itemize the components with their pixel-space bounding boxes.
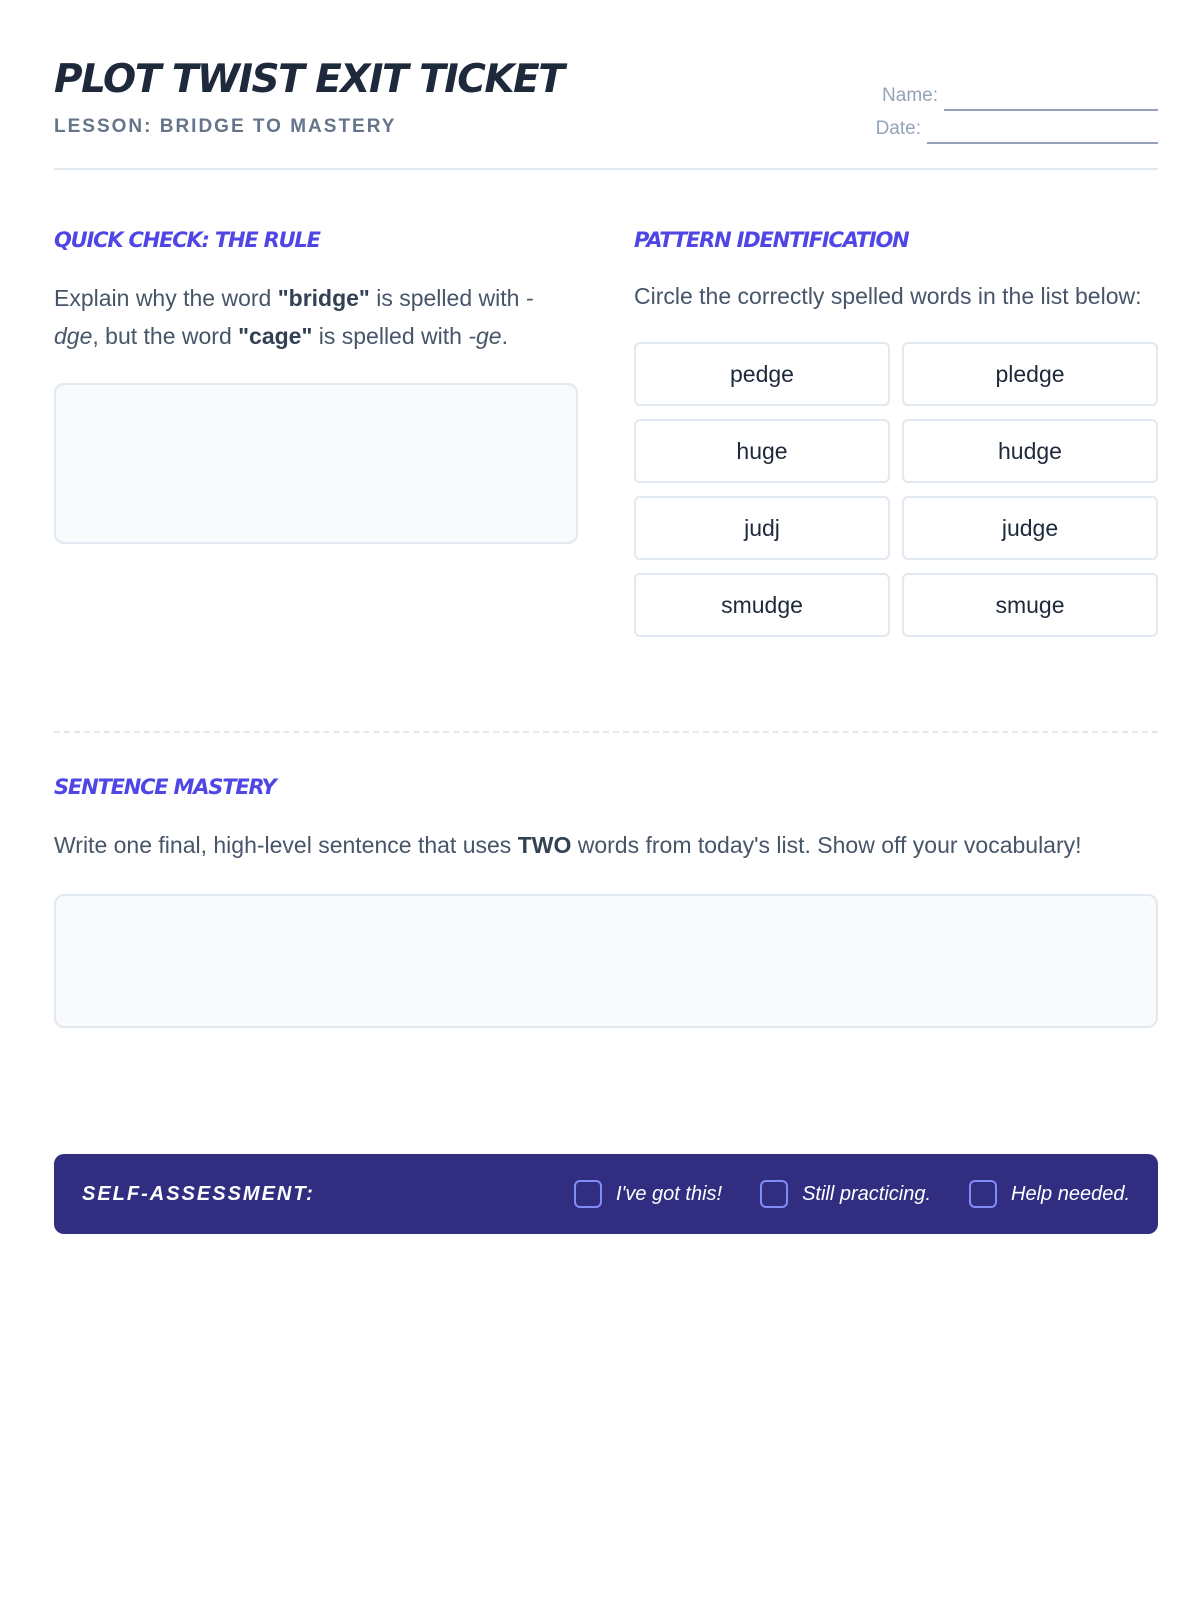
quick-check-title: QUICK CHECK: THE RULE	[54, 228, 320, 252]
option-help-needed[interactable]	[969, 1180, 1130, 1208]
sentence-title: SENTENCE MASTERY	[54, 775, 276, 799]
prompt-text: Write one final, high-level sentence that uses	[54, 832, 518, 858]
prompt-emphasis: TWO	[517, 832, 572, 858]
prompt-text: Explain why the word	[54, 285, 278, 311]
quick-check-prompt	[54, 279, 578, 355]
word-choice[interactable]: huge	[634, 419, 890, 483]
option-label: I've got this!	[615, 1182, 723, 1205]
quick-check-section	[54, 228, 578, 544]
name-line[interactable]	[944, 89, 1158, 111]
student-info-fields	[876, 78, 1158, 144]
prompt-suffix-ge: -ge	[468, 323, 502, 349]
date-line[interactable]	[927, 122, 1158, 144]
sentence-mastery-section	[54, 775, 1158, 1028]
word-choice[interactable]: smudge	[634, 573, 890, 637]
word-choice[interactable]: judj	[634, 496, 890, 560]
prompt-suffix-dge: -dge	[54, 285, 534, 349]
prompt-word-cage: "cage"	[238, 323, 313, 349]
option-label: Still practicing.	[802, 1182, 932, 1205]
option-still-practicing[interactable]	[760, 1180, 931, 1208]
section-divider	[54, 731, 1158, 733]
rule-answer-box[interactable]	[54, 383, 578, 544]
option-label: Help needed.	[1011, 1182, 1130, 1205]
word-choice-grid	[634, 342, 1158, 637]
option-got-this[interactable]	[574, 1180, 722, 1208]
prompt-text: words from today's list. Show off your vocabulary!	[571, 832, 1082, 858]
checkbox[interactable]	[969, 1180, 997, 1208]
prompt-text: is spelled with	[312, 323, 469, 349]
checkbox[interactable]	[574, 1180, 602, 1208]
word-choice[interactable]: hudge	[902, 419, 1158, 483]
word-choice[interactable]: judge	[902, 496, 1158, 560]
word-choice[interactable]: pedge	[634, 342, 890, 406]
prompt-text: .	[501, 323, 508, 349]
date-label: Date:	[875, 118, 921, 139]
self-assessment-label: SELF-ASSESSMENT:	[82, 1182, 315, 1205]
prompt-text: is spelled with	[369, 285, 526, 311]
self-assessment-banner	[54, 1154, 1158, 1234]
checkbox[interactable]	[760, 1180, 788, 1208]
sentence-answer-box[interactable]	[54, 894, 1158, 1028]
lesson-subtitle: LESSON: BRIDGE TO MASTERY	[54, 116, 397, 137]
sentence-prompt	[54, 826, 1158, 864]
word-choice[interactable]: smuge	[902, 573, 1158, 637]
pattern-identification-section	[634, 228, 1158, 637]
worksheet-title: PLOT TWIST EXIT TICKET	[54, 57, 564, 102]
pattern-instructions: Circle the correctly spelled words in the list below:	[634, 283, 1142, 309]
pattern-title: PATTERN IDENTIFICATION	[634, 228, 909, 252]
name-field-row	[876, 78, 1158, 111]
name-label: Name:	[882, 85, 938, 106]
word-choice[interactable]: pledge	[902, 342, 1158, 406]
worksheet-header	[54, 52, 1158, 170]
prompt-text: , but the word	[92, 323, 239, 349]
prompt-word-bridge: "bridge"	[277, 285, 370, 311]
date-field-row	[876, 111, 1158, 144]
